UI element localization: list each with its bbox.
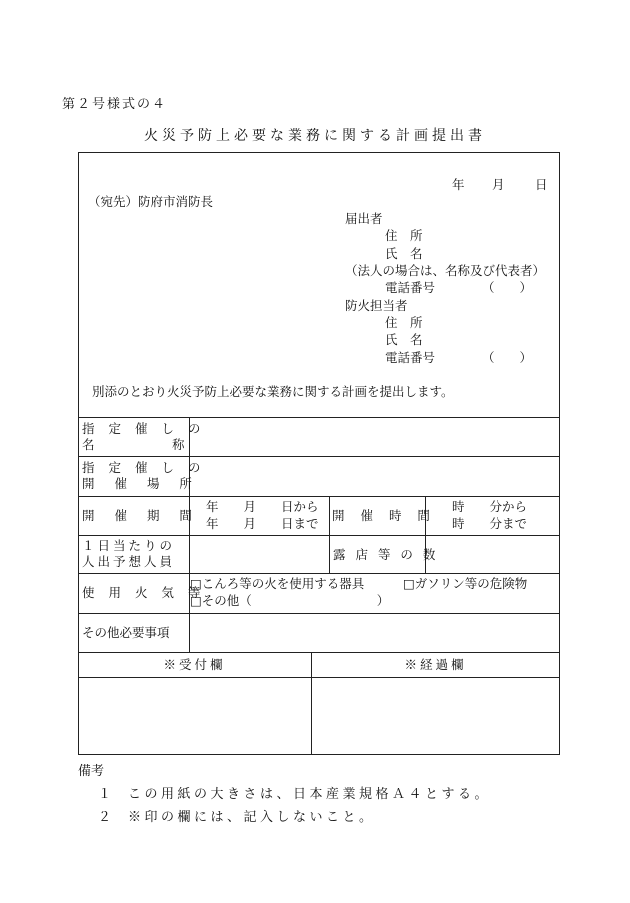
hours-label: 開 催 時 間 bbox=[332, 508, 436, 523]
event-name-label-line1: 指 定 催 し の bbox=[82, 421, 206, 436]
fire-use-label: 使 用 火 気 等 bbox=[82, 585, 206, 600]
other-matters-label: その他必要事項 bbox=[82, 625, 170, 640]
note-2-number: ２ bbox=[98, 810, 112, 825]
progress-column-label: ※経過欄 bbox=[404, 657, 467, 672]
notes-heading: 備考 bbox=[78, 764, 105, 779]
applicant-name-label: 氏 名 bbox=[385, 246, 423, 261]
event-name-label-line2a: 名 bbox=[82, 437, 95, 452]
row-divider bbox=[78, 677, 560, 678]
attendance-label-line1: １日当たりの bbox=[82, 538, 176, 553]
event-place-label-line2: 開 催 場 所 bbox=[82, 476, 200, 491]
period-to: 年 月 日まで bbox=[206, 516, 319, 531]
addressee: （宛先）防府市消防長 bbox=[88, 194, 214, 209]
note-1-number: １ bbox=[98, 787, 112, 802]
row-divider bbox=[78, 573, 560, 574]
event-place-label-line1: 指 定 催 し の bbox=[82, 460, 206, 475]
row-divider bbox=[78, 613, 560, 614]
manager-phone-label: 電話番号 bbox=[385, 350, 436, 365]
row-divider bbox=[78, 456, 560, 457]
row-divider bbox=[78, 535, 560, 536]
event-name-label-line2b: 称 bbox=[172, 437, 185, 452]
hours-to: 時 分まで bbox=[452, 516, 528, 531]
form-number: 第２号様式の４ bbox=[62, 97, 168, 112]
reception-column-label: ※受付欄 bbox=[163, 657, 226, 672]
row-divider bbox=[78, 417, 560, 418]
column-divider bbox=[189, 417, 190, 653]
date-year-label: 年 bbox=[452, 177, 465, 192]
applicant-phone-label: 電話番号 bbox=[385, 280, 436, 295]
fire-option-other-checkbox[interactable]: □その他（ ） bbox=[190, 593, 390, 608]
manager-address-label: 住 所 bbox=[385, 315, 423, 330]
row-divider bbox=[78, 652, 560, 653]
hours-from: 時 分から bbox=[452, 499, 528, 514]
fire-option-gasoline-checkbox[interactable]: □ガソリン等の危険物 bbox=[403, 576, 528, 591]
submission-statement: 別添のとおり火災予防上必要な業務に関する計画を提出します。 bbox=[92, 384, 454, 399]
column-divider bbox=[329, 496, 330, 574]
corporate-note: （法人の場合は、名称及び代表者） bbox=[345, 263, 546, 278]
fire-option-stove-checkbox[interactable]: □こんろ等の火を使用する器具 bbox=[190, 576, 365, 591]
fire-manager-heading: 防火担当者 bbox=[345, 298, 408, 313]
stalls-label: 露 店 等 の 数 bbox=[333, 547, 439, 562]
date-month-label: 月 bbox=[492, 177, 505, 192]
manager-phone-parens: （ ） bbox=[482, 350, 533, 365]
note-2-text: ※印の欄には、記入しないこと。 bbox=[128, 810, 376, 825]
applicant-phone-parens: （ ） bbox=[482, 280, 533, 295]
page-title: 火災予防上必要な業務に関する計画提出書 bbox=[144, 128, 486, 144]
note-1-text: この用紙の大きさは、日本産業規格Ａ４とする。 bbox=[128, 787, 492, 802]
manager-name-label: 氏 名 bbox=[385, 332, 423, 347]
applicant-address-label: 住 所 bbox=[385, 228, 423, 243]
attendance-label-line2: 人出予想人員 bbox=[82, 554, 176, 569]
period-from: 年 月 日から bbox=[206, 499, 319, 514]
applicant-heading: 届出者 bbox=[345, 211, 383, 226]
period-label: 開 催 期 間 bbox=[82, 508, 200, 523]
date-day-label: 日 bbox=[535, 177, 548, 192]
row-divider bbox=[78, 496, 560, 497]
